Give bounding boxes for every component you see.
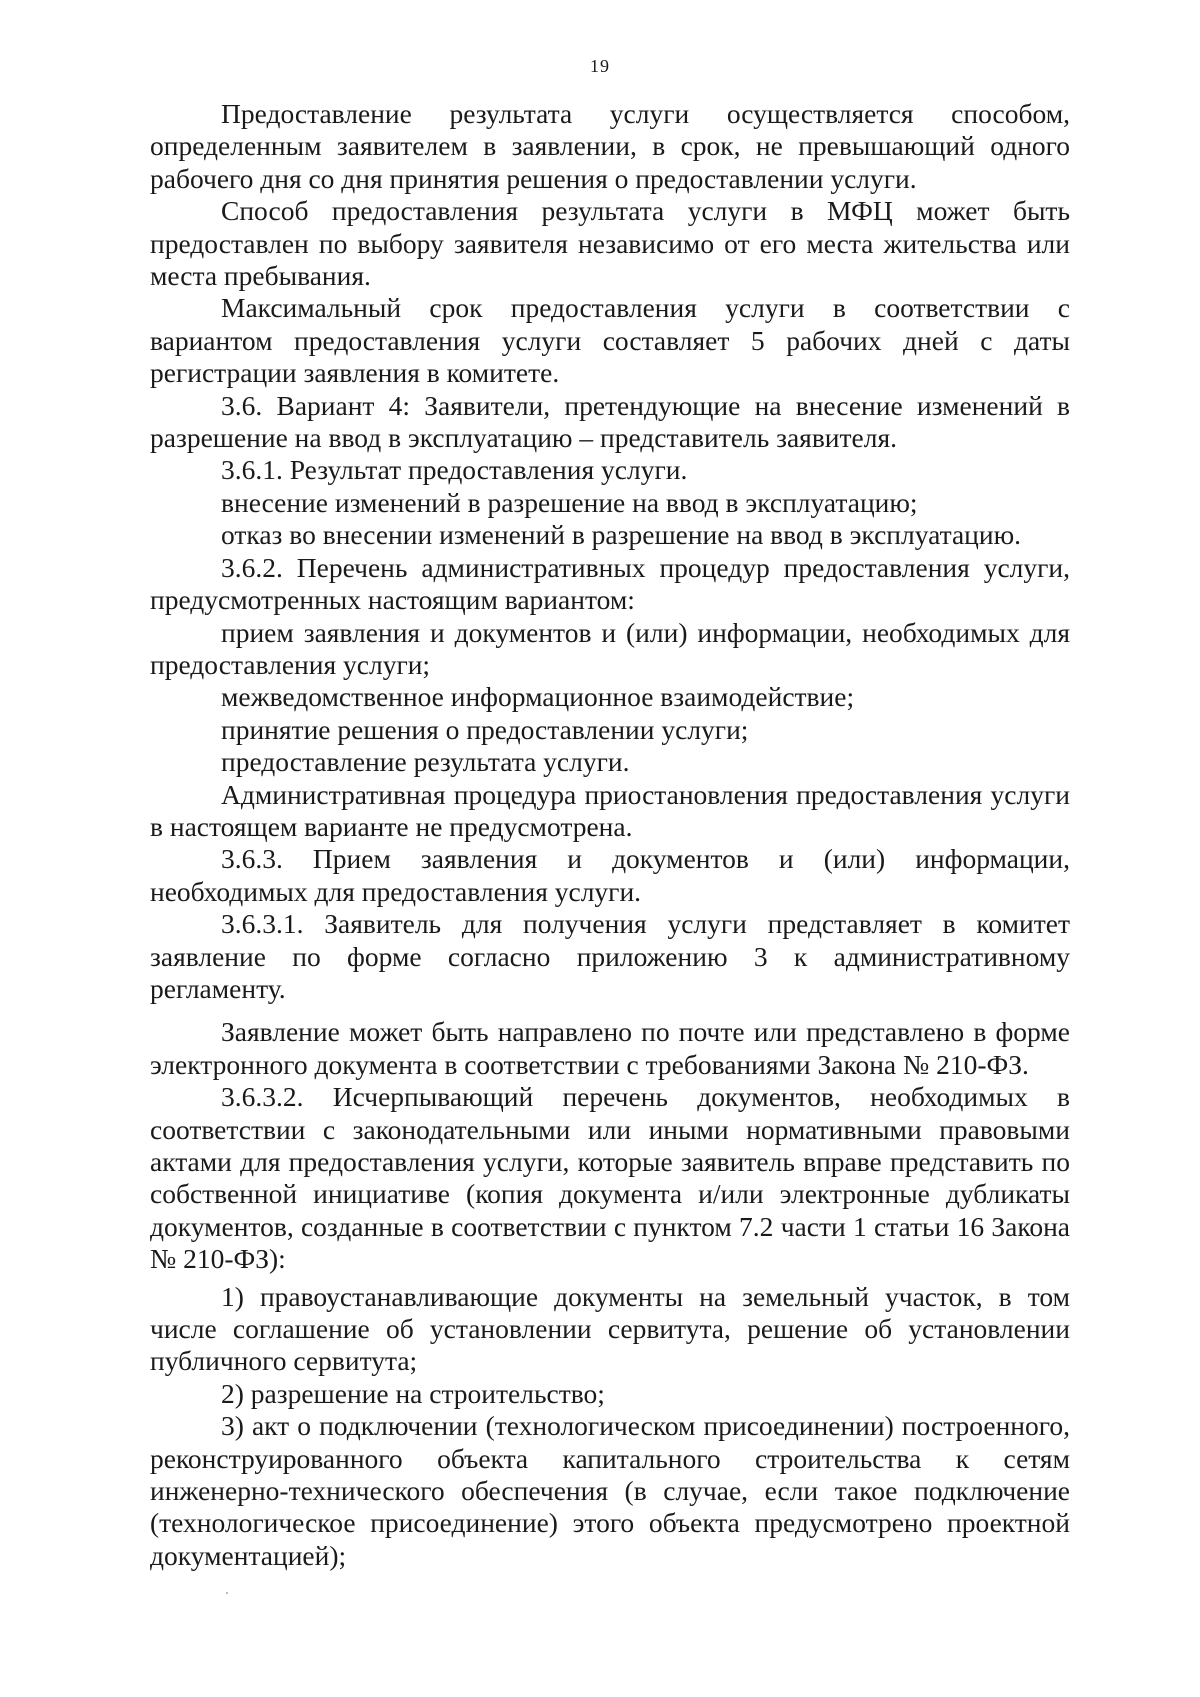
document-body bbox=[150, 98, 1070, 1572]
paragraph: 3.6.3.2. Исчерпывающий перечень документов, необходимых в соответствии с законодательными или иными нормативными правовыми актами для предоставления услуги, которые заявитель вправе представить по собственной инициативе (копия документа и/или электронные дубликаты документов, созданные в соответствии с пунктом 7.2 части 1 статьи 16 Закона № 210-ФЗ): bbox=[150, 1081, 1070, 1275]
list-item: внесение изменений в разрешение на ввод в эксплуатацию; bbox=[221, 486, 918, 518]
page-number: 19 bbox=[590, 56, 610, 76]
numbered-item: 1) правоустанавливающие документы на земельный участок, в том числе соглашение об установлении сервитута, решение об установлении публичного сервитута; bbox=[150, 1280, 1070, 1377]
paragraph: Способ предоставления результата услуги в МФЦ может быть предоставлен по выбору заявителя независимо от его места жительства или места пребывания. bbox=[150, 195, 1070, 292]
paragraph: Административная процедура приостановления предоставления услуги в настоящем варианте не предусмотрена. bbox=[150, 778, 1070, 842]
list-item: отказ во внесении изменений в разрешение на ввод в эксплуатацию. bbox=[221, 519, 1022, 551]
section-heading: 3.6. Вариант 4: Заявители, претендующие на внесение изменений в разрешение на ввод в эксплуатацию – представитель заявителя. bbox=[150, 389, 1070, 454]
scan-speck bbox=[226, 1592, 228, 1594]
subsection-heading: 3.6.1. Результат предоставления услуги. bbox=[221, 454, 688, 486]
list-item: межведомственное информационное взаимодействие; bbox=[221, 681, 855, 713]
list-item: прием заявления и документов и (или) информации, необходимых для предоставления услуги; bbox=[150, 616, 1070, 680]
paragraph: 3.6.3.1. Заявитель для получения услуги представляет в комитет заявление по форме согласно приложению 3 к административному регламенту. bbox=[150, 908, 1070, 1004]
numbered-item: 3) акт о подключении (технологическом присоединении) построенного, реконструированного объекта капитального строительства к сетям инженерно-технического обеспечения (в случае, если такое подключение (технологическое присоединение) этого объекта предусмотрено проектной документацией); bbox=[150, 1410, 1070, 1571]
list-item: принятие решения о предоставлении услуги; bbox=[221, 713, 749, 745]
paragraph: Предоставление результата услуги осуществляется способом, определенным заявителем в заявлении, в срок, не превышающий одного рабочего дня со дня принятия решения о предоставлении услуги. bbox=[150, 98, 1070, 194]
paragraph: Максимальный срок предоставления услуги в соответствии с вариантом предоставления услуги составляет 5 рабочих дней с даты регистрации заявления в комитете. bbox=[150, 292, 1070, 389]
paragraph: Заявление может быть направлено по почте или представлено в форме электронного документа в соответствии с требованиями Закона № 210-ФЗ. bbox=[150, 1016, 1070, 1080]
subsection-heading: 3.6.3. Прием заявления и документов и (или) информации, необходимых для предоставления услуги. bbox=[150, 843, 1070, 907]
numbered-item: 2) разрешение на строительство; bbox=[221, 1377, 605, 1409]
subsection-heading: 3.6.2. Перечень административных процедур предоставления услуги, предусмотренных настоящим вариантом: bbox=[150, 551, 1070, 616]
list-item: предоставление результата услуги. bbox=[221, 746, 630, 778]
